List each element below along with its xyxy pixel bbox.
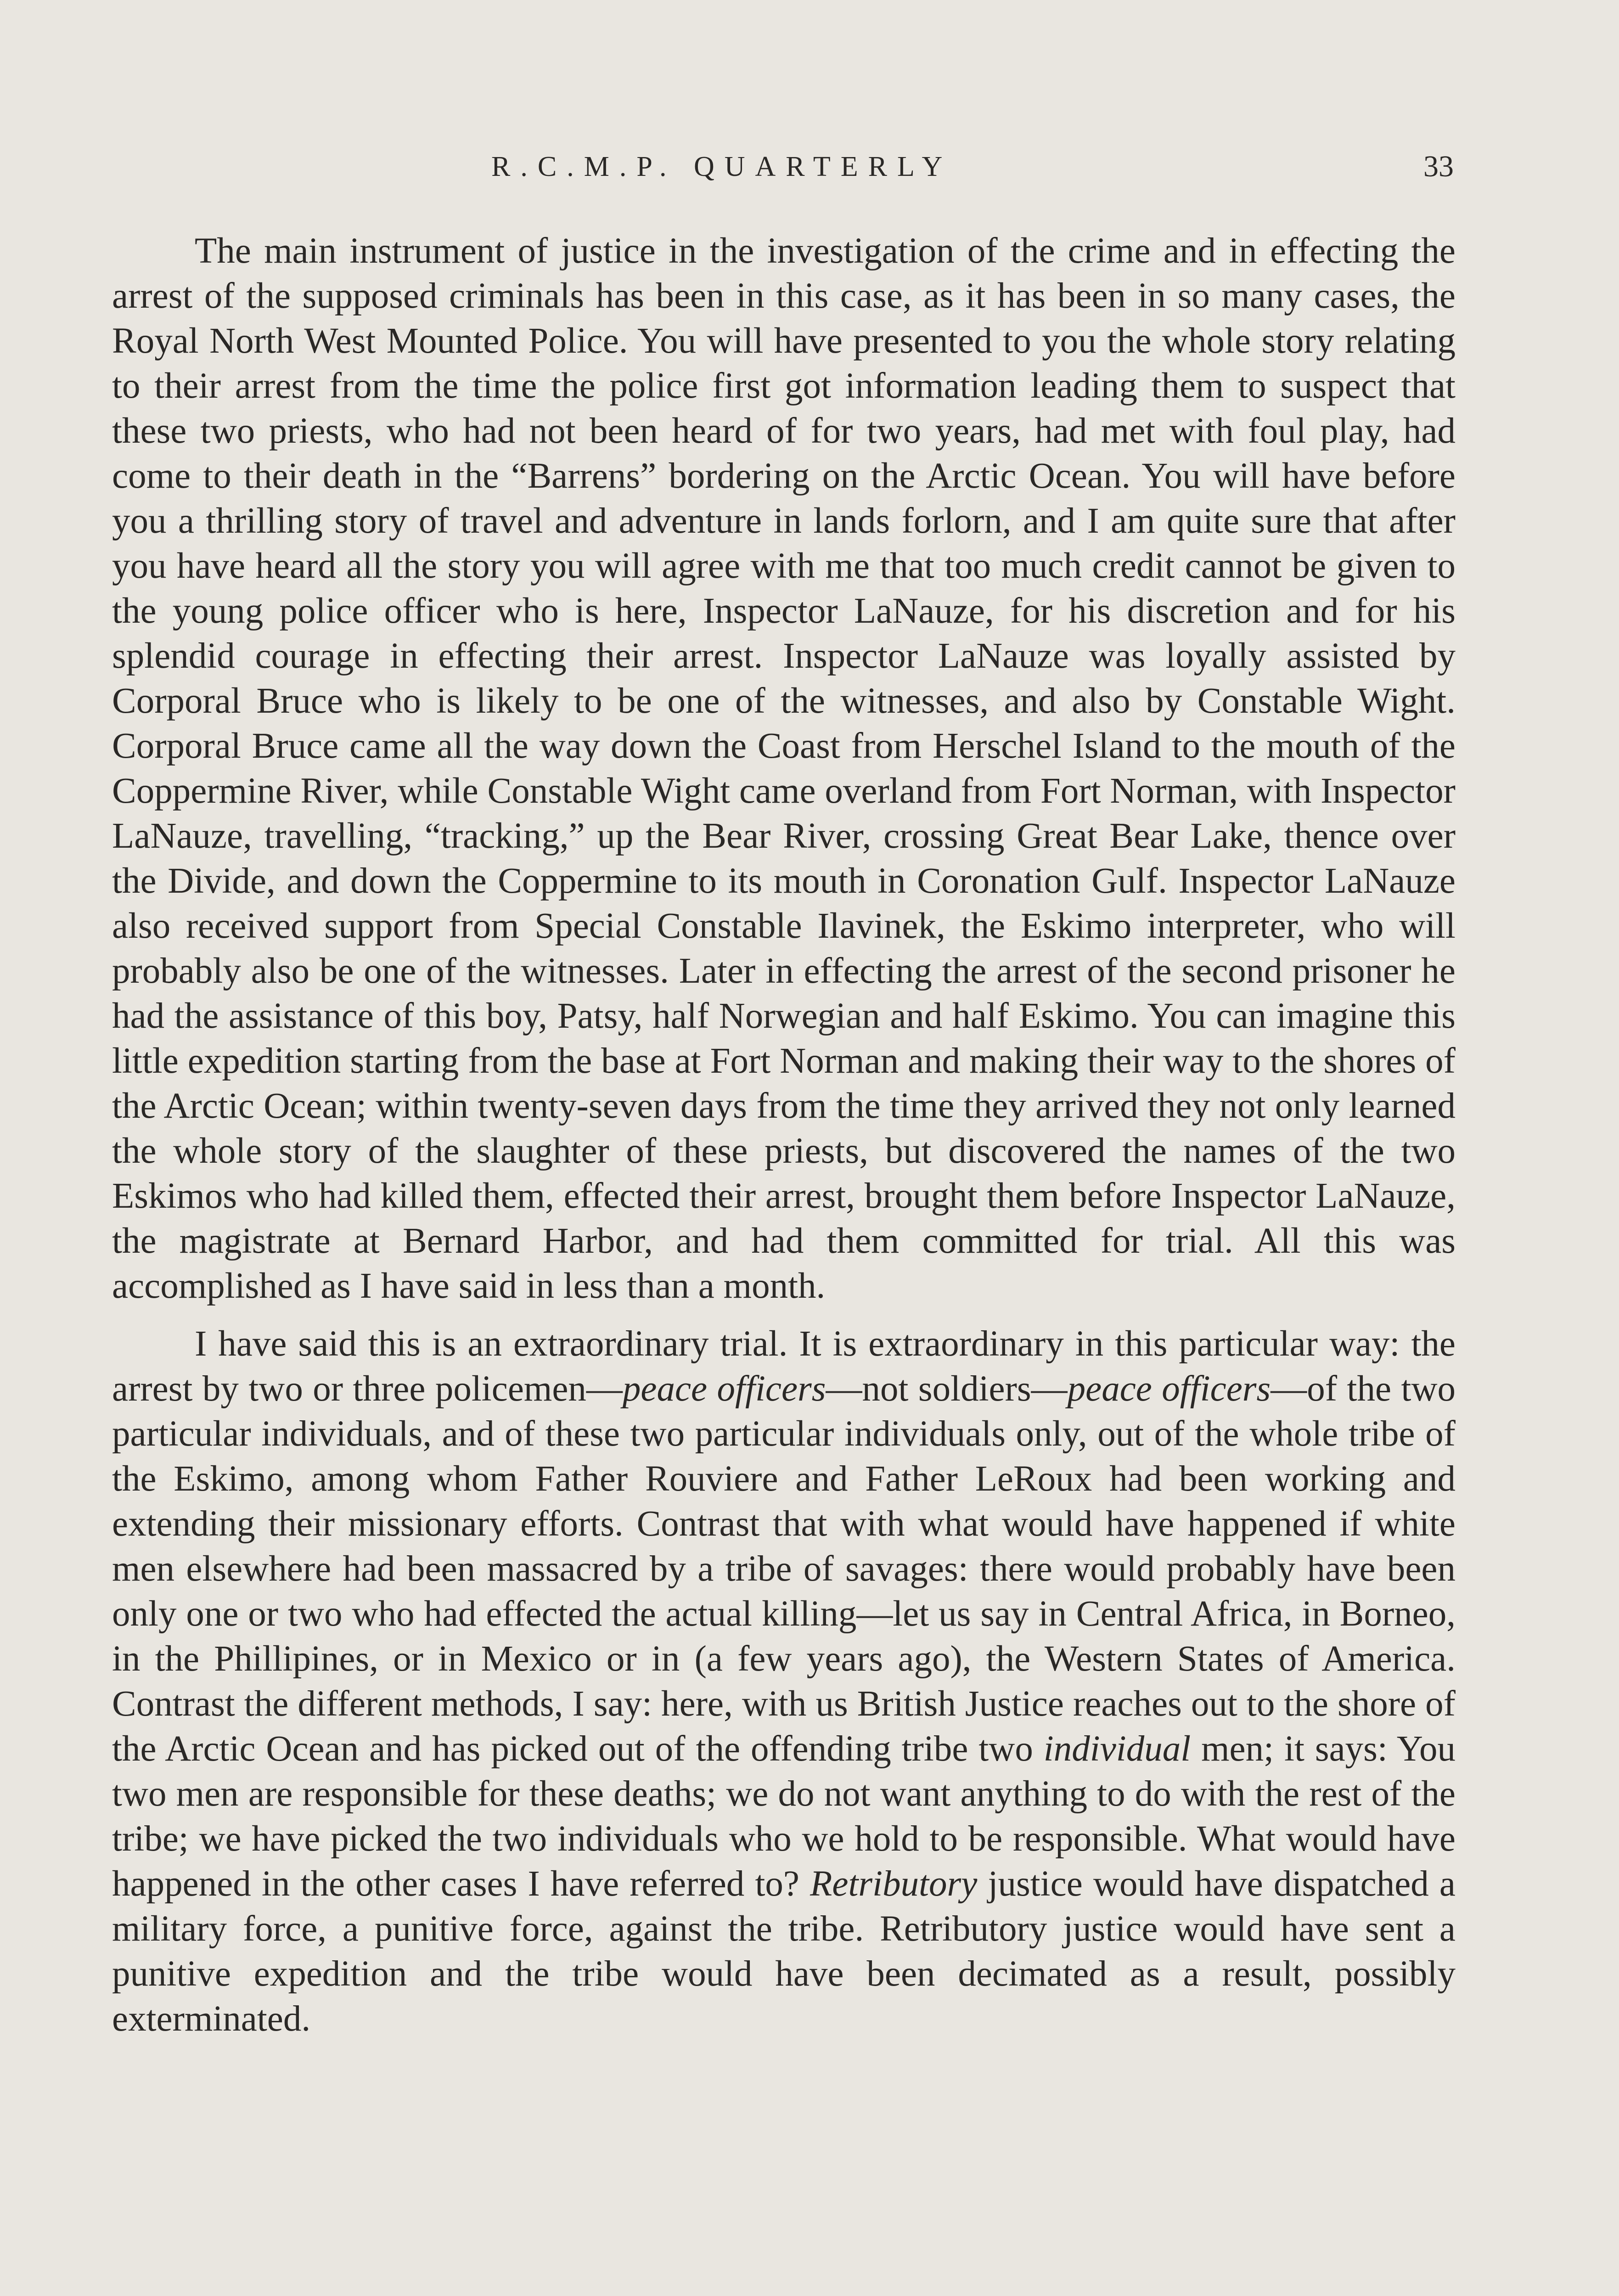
- page-number: 33: [1423, 150, 1454, 183]
- body-text: [112, 229, 1456, 2042]
- running-title: R.C.M.P. QUARTERLY: [491, 151, 953, 182]
- italic-run: peace officers: [1067, 1369, 1271, 1409]
- text-run: I have said this is an extraordinary trial. It is extraordinary in this particular way: the arrest by two or three policemen—: [112, 1324, 1456, 1409]
- text-run: The main instrument of justice in the investigation of the crime and in effecting the arrest of the supposed criminals has been in this case, as it has been in so many cases, the Royal North West Mounted Police. You will have presented to you the whole story relating to their arrest from the time the police first got information leading them to suspect that these two priests, who had not been heard of for two years, had met with foul play, had come to their death in the “Barrens” bordering on the Arctic Ocean. You will have before you a thrilling story of travel and adventure in lands forlorn, and I am quite sure that after you have heard all the story you will agree with me that too much credit cannot be given to the young police officer who is here, Inspector LaNauze, for his discretion and for his splendid courage in effecting their arrest. Inspector LaNauze was loyally assisted by Corporal Bruce who is likely to be one of the witnesses, and also by Constable Wight. Corporal Bruce came all the way down the Coast from Herschel Island to the mouth of the Coppermine River, while Constable Wight came overland from Fort Norman, with Inspector LaNauze, travelling, “tracking,” up the Bear River, crossing Great Bear Lake, thence over the Divide, and down the Coppermine to its mouth in Coronation Gulf. Inspector LaNauze also received support from Special Constable Ilavinek, the Eskimo interpreter, who will probably also be one of the witnesses. Later in effecting the arrest of the second prisoner he had the assistance of this boy, Patsy, half Norwegian and half Eskimo. You can imagine this little expedition starting from the base at Fort Norman and making their way to the shores of the Arctic Ocean; within twenty-seven days from the time they arrived they not only learned the whole story of the slaughter of these priests, but discovered the names of the two Eskimos who had killed them, effected their arrest, brought them before Inspector LaNauze, the magistrate at Bernard Harbor, and had them committed for trial. All this was accomplished as I have said in less than a month.: [112, 231, 1456, 1306]
- running-head: [0, 146, 1619, 187]
- italic-run: individual: [1043, 1729, 1191, 1769]
- paragraph: [112, 1322, 1456, 2042]
- italic-run: Retributory: [810, 1864, 978, 1904]
- italic-run: peace officers: [622, 1369, 826, 1409]
- text-run: men; it says: You two men are responsible for these deaths; we do not want anything to do with the rest of the tribe; we have picked the two individuals who we hold to be responsible. What would have happened in the other cases I have referred to?: [112, 1729, 1456, 1904]
- text-run: —of the two particular individuals, and of these two particular individuals only, out of the whole tribe of the Eskimo, among whom Father Rouviere and Father LeRoux had been working and extending their missionary efforts. Contrast that with what would have happened if white men elsewhere had been massacred by a tribe of savages: there would probably have been only one or two who had effected the actual killing—let us say in Central Africa, in Borneo, in the Phillipines, or in Mexico or in (a few years ago), the Western States of America. Contrast the different methods, I say: here, with us British Justice reaches out to the shore of the Arctic Ocean and has picked out of the offending tribe two: [112, 1369, 1456, 1769]
- text-run: justice would have dispatched a military force, a punitive force, against the tribe. Retributory justice would have sent a punitive expedition and the tribe would have been decimated as a result, possibly exterminated.: [112, 1864, 1456, 2039]
- text-run: —not soldiers—: [826, 1369, 1068, 1409]
- paragraph: [112, 229, 1456, 1309]
